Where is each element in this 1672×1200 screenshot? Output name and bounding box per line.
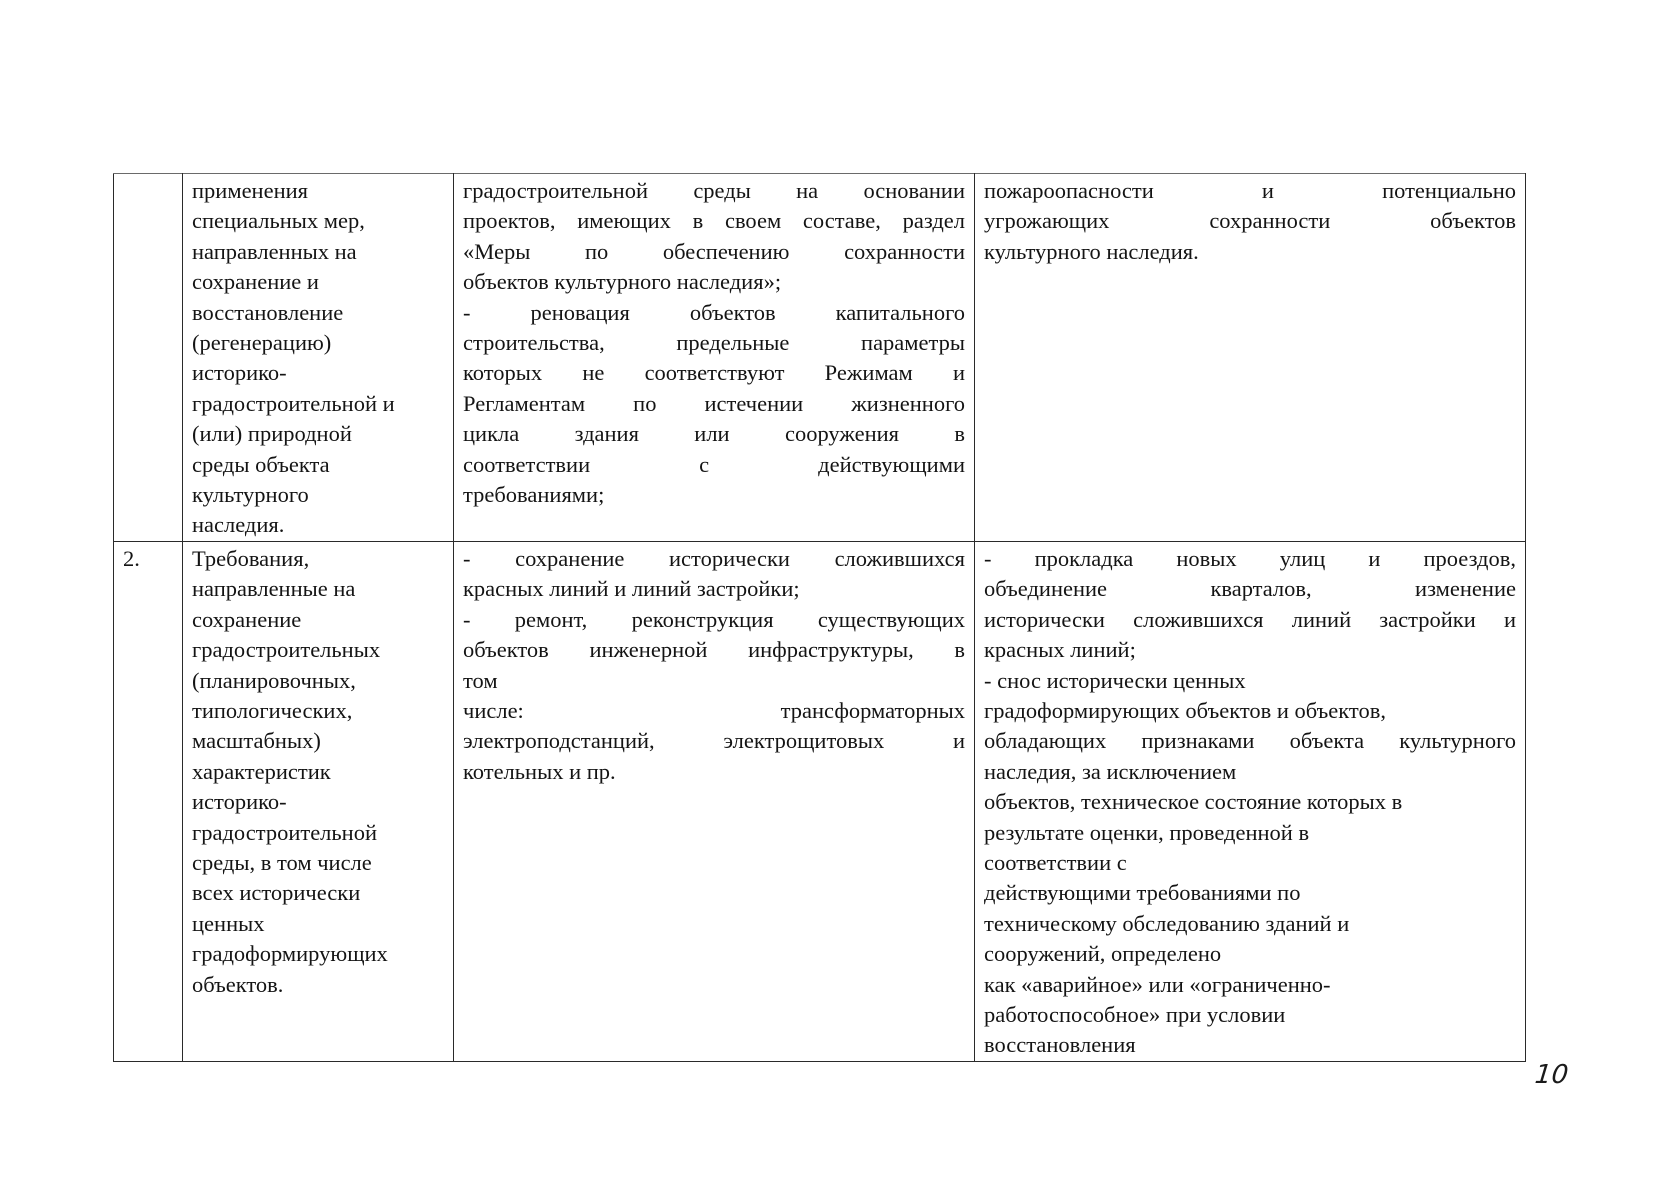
forbidden-line: градоформирующих объектов и объектов, — [984, 697, 1386, 723]
requirement-line: масштабных) — [192, 728, 321, 754]
allowed-cell — [454, 174, 975, 542]
row-number-cell — [114, 174, 183, 542]
allowed-line: котельных и пр. — [463, 758, 616, 784]
requirement-line: (или) природной — [192, 421, 352, 447]
forbidden-line: работоспособное» при условии — [984, 1001, 1286, 1027]
requirement-line: всех исторически — [192, 880, 361, 906]
requirement-line: (планировочных, — [192, 667, 356, 693]
allowed-line: требованиями; — [463, 482, 605, 508]
allowed-line: градостроительной среды на основании — [463, 178, 965, 203]
forbidden-line: угрожающих сохранности объектов — [984, 208, 1516, 234]
requirement-line: типологических, — [192, 697, 353, 723]
requirement-line: сохранение — [192, 606, 302, 632]
requirement-line: Требования, — [192, 545, 310, 571]
requirement-line: историко- — [192, 789, 287, 815]
forbidden-line: - снос исторически ценных — [984, 667, 1246, 693]
row-number-cell — [114, 541, 183, 1061]
forbidden-line: культурного наследия. — [984, 238, 1199, 264]
requirement-line: сохранение и — [192, 269, 319, 295]
requirement-line: объектов. — [192, 971, 284, 997]
forbidden-line: техническому обследованию зданий и — [984, 910, 1350, 936]
requirement-line: градостроительной и — [192, 390, 395, 416]
requirement-line: градостроительной — [192, 819, 377, 845]
forbidden-line: обладающих признаками объекта культурного — [984, 728, 1516, 754]
allowed-line: красных линий и линий застройки; — [463, 576, 800, 602]
forbidden-line: объединение кварталов, изменение — [984, 576, 1516, 602]
forbidden-line: красных линий; — [984, 637, 1136, 663]
allowed-line: Регламентам по истечении жизненного — [463, 390, 965, 416]
forbidden-line: пожароопасности и потенциально — [984, 178, 1516, 203]
table-row-2 — [114, 541, 1526, 1061]
allowed-line: «Меры по обеспечению сохранности — [463, 238, 965, 264]
requirement-line: направленных на — [192, 238, 357, 264]
requirement-line: градостроительных — [192, 637, 381, 663]
allowed-cell — [454, 541, 975, 1061]
forbidden-line: объектов, техническое состояние которых в — [984, 789, 1403, 815]
allowed-line: строительства, предельные параметры — [463, 330, 965, 356]
requirement-line: ценных — [192, 910, 265, 936]
requirement-cell — [183, 541, 454, 1061]
forbidden-line: сооружений, определено — [984, 941, 1222, 967]
requirement-line: восстановление — [192, 299, 344, 325]
row-number: 2. — [123, 545, 140, 571]
allowed-line: числе: трансформаторных — [463, 697, 965, 723]
requirement-line: направленные на — [192, 576, 356, 602]
table-row-1 — [114, 174, 1526, 542]
forbidden-line: соответствии с — [984, 849, 1127, 875]
forbidden-line: восстановления — [984, 1032, 1136, 1058]
forbidden-line: как «аварийное» или «ограниченно- — [984, 971, 1331, 997]
requirement-line: историко- — [192, 360, 287, 386]
allowed-line: проектов, имеющих в своем составе, раздел — [463, 208, 965, 234]
forbidden-line: - прокладка новых улиц и проездов, — [984, 545, 1516, 571]
forbidden-line: исторически сложившихся линий застройки и — [984, 606, 1516, 632]
requirement-line: среды, в том числе — [192, 849, 372, 875]
allowed-line: соответствии с действующими — [463, 451, 965, 477]
page-number: 10 — [1533, 1060, 1570, 1090]
requirement-line: (регенерацию) — [192, 330, 332, 356]
requirement-line: характеристик — [192, 758, 331, 784]
regulations-table — [113, 173, 1526, 1062]
allowed-line: объектов культурного наследия»; — [463, 269, 782, 295]
allowed-line: - сохранение исторически сложившихся — [463, 545, 965, 571]
requirement-cell — [183, 174, 454, 542]
requirement-line: применения — [192, 178, 309, 203]
forbidden-cell — [975, 174, 1526, 542]
allowed-line: объектов инженерной инфраструктуры, в — [463, 637, 965, 663]
requirement-line: среды объекта — [192, 451, 330, 477]
requirement-line: градоформирующих — [192, 941, 388, 967]
requirement-line: специальных мер, — [192, 208, 365, 234]
allowed-line: электроподстанций, электрощитовых и — [463, 728, 965, 754]
allowed-line: - ремонт, реконструкция существующих — [463, 606, 965, 632]
requirement-line: наследия. — [192, 512, 285, 538]
forbidden-line: наследия, за исключением — [984, 758, 1237, 784]
forbidden-cell — [975, 541, 1526, 1061]
allowed-line: цикла здания или сооружения в — [463, 421, 965, 447]
allowed-line: том — [463, 667, 498, 693]
allowed-line: которых не соответствуют Режимам и — [463, 360, 965, 386]
forbidden-line: действующими требованиями по — [984, 880, 1301, 906]
forbidden-line: результате оценки, проведенной в — [984, 819, 1310, 845]
requirement-line: культурного — [192, 482, 309, 508]
allowed-line: - реновация объектов капитального — [463, 299, 965, 325]
